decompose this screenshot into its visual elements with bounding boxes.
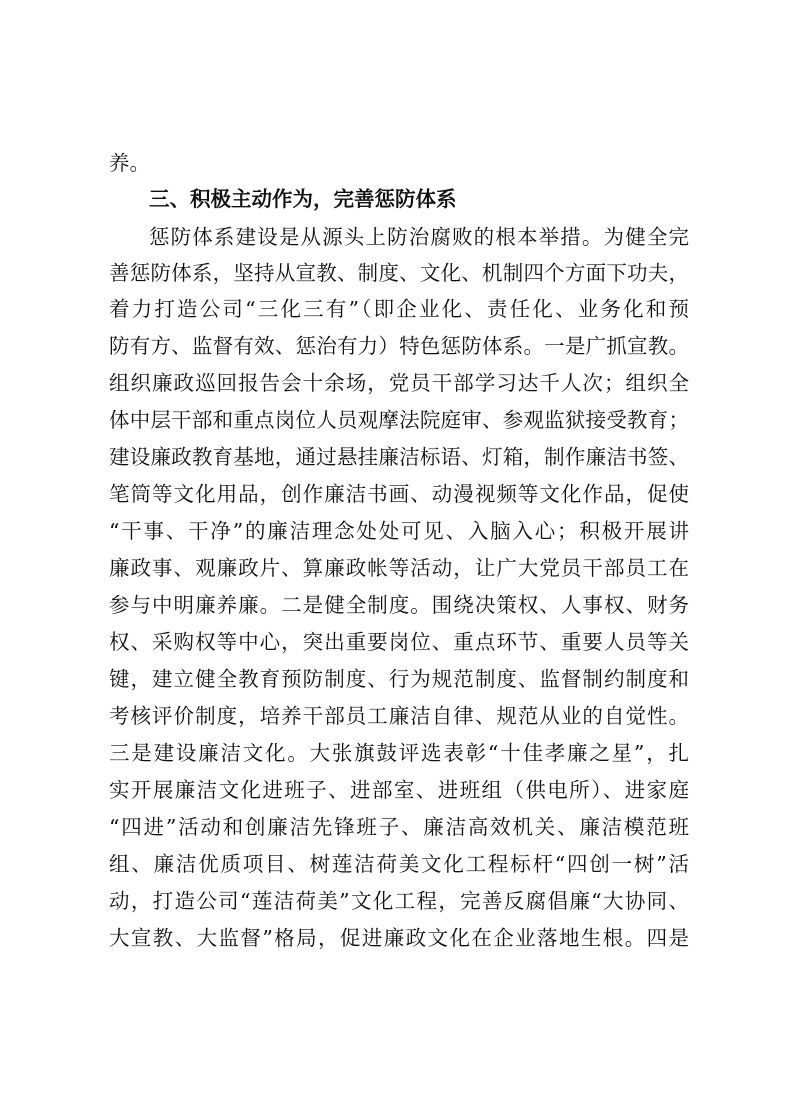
carry-over-line: 养。 bbox=[109, 151, 150, 175]
section-heading: 三、积极主动作为，完善惩防体系 bbox=[149, 187, 457, 211]
paragraph-line: 考核评价制度，培养干部员工廉洁自律、规范从业的自觉性。 bbox=[109, 704, 689, 728]
paragraph-line: 组织廉政巡回报告会十余场，党员干部学习达千人次；组织全 bbox=[109, 371, 689, 395]
paragraph-line: 实开展廉洁文化进班子、进部室、进班组（供电所）、进家庭 bbox=[109, 778, 689, 802]
paragraph-line: 大宣教、大监督”格局，促进廉政文化在企业落地生根。四是 bbox=[109, 926, 689, 950]
paragraph-line: 着力打造公司“三化三有”（即企业化、责任化、业务化和预 bbox=[109, 297, 689, 321]
paragraph-line: 权、采购权等中心，突出重要岗位、重点环节、重要人员等关 bbox=[109, 630, 689, 654]
paragraph-line: 动，打造公司“莲洁荷美”文化工程，完善反腐倡廉“大协同、 bbox=[109, 889, 689, 913]
paragraph-line: “四进”活动和创廉洁先锋班子、廉洁高效机关、廉洁模范班 bbox=[109, 815, 689, 839]
paragraph-line: 惩防体系建设是从源头上防治腐败的根本举措。为健全完 bbox=[149, 225, 689, 249]
paragraph-line: 体中层干部和重点岗位人员观摩法院庭审、参观监狱接受教育； bbox=[109, 408, 689, 432]
paragraph-line: 键，建立健全教育预防制度、行为规范制度、监督制约制度和 bbox=[109, 667, 689, 691]
paragraph-line: 善惩防体系，坚持从宣教、制度、文化、机制四个方面下功夫， bbox=[109, 261, 689, 285]
paragraph-line: “干事、干净”的廉洁理念处处可见、入脑入心；积极开展讲 bbox=[109, 519, 689, 543]
paragraph-line: 建设廉政教育基地，通过悬挂廉洁标语、灯箱，制作廉洁书签、 bbox=[109, 445, 689, 469]
paragraph-line: 参与中明廉养廉。二是健全制度。围绕决策权、人事权、财务 bbox=[109, 593, 689, 617]
paragraph-line: 三是建设廉洁文化。大张旗鼓评选表彰“十佳孝廉之星”，扎 bbox=[109, 741, 689, 765]
paragraph-line: 笔筒等文化用品，创作廉洁书画、动漫视频等文化作品，促使 bbox=[109, 482, 689, 506]
paragraph-line: 组、廉洁优质项目、树莲洁荷美文化工程标杆“四创一树”活 bbox=[109, 852, 689, 876]
paragraph-line: 廉政事、观廉政片、算廉政帐等活动，让广大党员干部员工在 bbox=[109, 556, 689, 580]
paragraph-line: 防有方、监督有效、惩治有力）特色惩防体系。一是广抓宣教。 bbox=[109, 334, 689, 358]
